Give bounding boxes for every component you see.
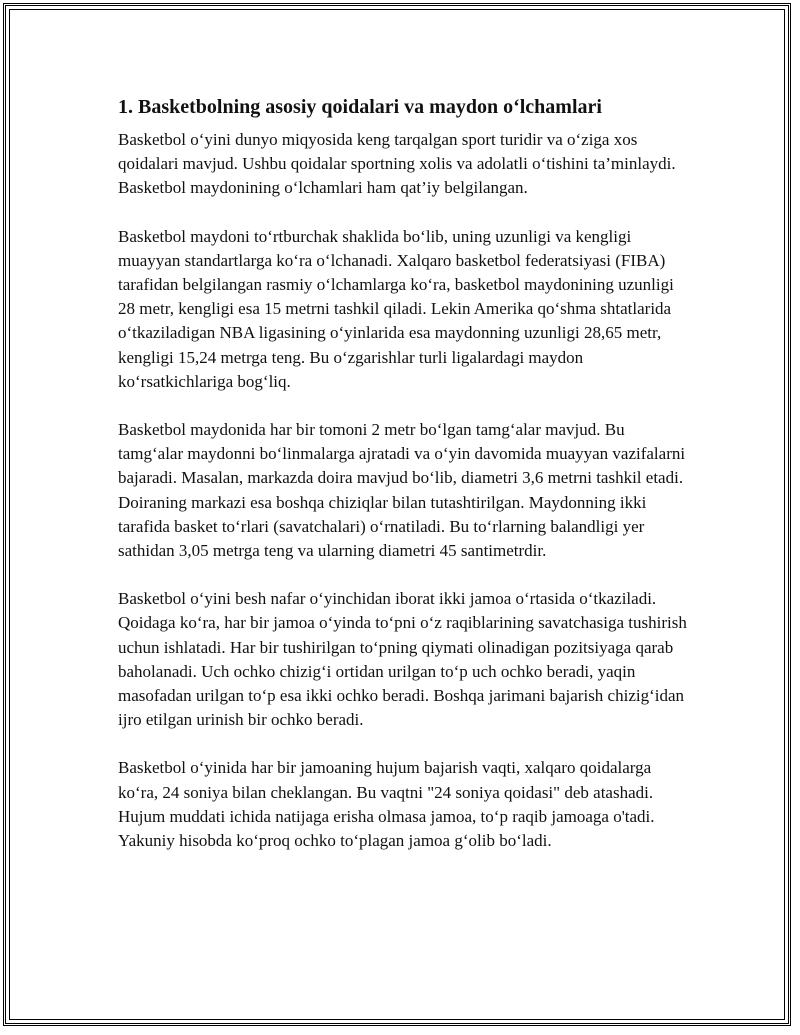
paragraph-intro: Basketbol o‘yini dunyo miqyosida keng tarqalgan sport turidir va o‘ziga xos qoidalari mavjud. Ushbu qoidalar sportning xolis va adolatli o‘tishini ta’minlaydi. Basketbol maydonining o‘lchamlari ham qat’iy belgilangan. [118, 130, 676, 198]
paragraph-shot-clock: Basketbol o‘yinida har bir jamoaning hujum bajarish vaqti, xalqaro qoidalarga ko‘ra, 24 soniya bilan cheklangan. Bu vaqtni "24 soniya qoidasi" deb atashadi. Hujum muddati ichida natijaga erisha olmasa jamoa, to‘p raqib jamoaga o'tadi. Yakuniy hisobda ko‘proq ochko to‘plagan jamoa g‘olib bo‘ladi. [118, 758, 655, 851]
paragraph-court-dimensions: Basketbol maydoni to‘rtburchak shaklida bo‘lib, uning uzunligi va kengligi muayyan standartlarga ko‘ra o‘lchanadi. Xalqaro basketbol federatsiyasi (FIBA) tarafidan belgilangan rasmiy o‘lchamlarga ko‘ra, basketbol maydonining uzunligi 28 metr, kengligi esa 15 metrni tashkil qiladi. Lekin Amerika qo‘shma shtatlarida o‘tkaziladigan NBA ligasining o‘yinlarida esa maydonning uzunligi 28,65 metr, kengligi 15,24 metrga teng. Bu o‘zgarishlar turli ligalardagi maydon ko‘rsatkichlariga bog‘liq. [118, 226, 674, 391]
document-body [118, 92, 688, 877]
paragraph-scoring: Basketbol o‘yini besh nafar o‘yinchidan iborat ikki jamoa o‘rtasida o‘tkaziladi. Qoidaga ko‘ra, har bir jamoa o‘yinda to‘pni o‘z raqiblarining savatchasiga tushirish uchun ishlatadi. Har bir tushirilgan to‘pning qiymati olinadigan pozitsiyaga qarab baholanadi. Uch ochko chizig‘i ortidan urilgan to‘p uch ochko beradi, yaqin masofadan urilgan to‘p esa ikki ochko beradi. Boshqa jarimani bajarish chizig‘idan ijro etilgan urinish bir ochko beradi. [118, 589, 687, 730]
section-heading: 1. Basketbolning asosiy qoidalari va maydon o‘lchamlari [118, 96, 602, 118]
paragraph-court-markings: Basketbol maydonida har bir tomoni 2 metr bo‘lgan tamg‘alar mavjud. Bu tamg‘alar maydonni bo‘linmalarga ajratadi va o‘yin davomida muayyan vazifalarni bajaradi. Masalan, markazda doira mavjud bo‘lib, diametri 3,6 metrni tashkil etadi. Doiraning markazi esa boshqa chiziqlar bilan tutashtirilgan. Maydonning ikki tarafida basket to‘rlari (savatchalari) o‘rnatiladi. Bu to‘rlarning balandligi yer sathidan 3,05 metrga teng va ularning diametri 45 santimetrdir. [118, 420, 686, 561]
